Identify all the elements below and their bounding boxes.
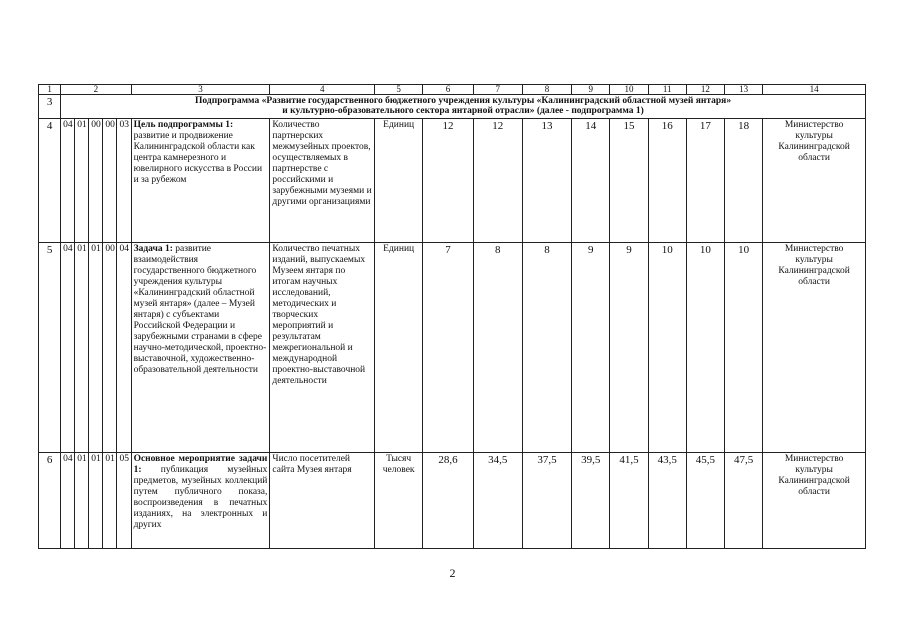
header-cell: 1 — [39, 85, 61, 95]
code-cell: 01 — [89, 243, 103, 453]
code-cell: 01 — [75, 243, 89, 453]
unit-cell: Тысяч человек — [375, 453, 423, 549]
value-cell: 8 — [522, 243, 571, 453]
value-cell: 39,5 — [572, 453, 610, 549]
activity-text: публикация музейных предметов, музейных коллекций путем публичного показа, воспроизведения в печатных изданиях, на электронных и других — [133, 465, 268, 530]
code-cell: 01 — [75, 119, 89, 243]
header-cell: 12 — [686, 85, 724, 95]
table-row — [39, 243, 866, 453]
table-row — [39, 119, 866, 243]
code-cell: 00 — [103, 119, 117, 243]
row-number: 5 — [39, 243, 61, 453]
code-cell: 04 — [61, 119, 75, 243]
subprogram-title-line2: и культурно-образовательного сектора янтарной отрасли» (далее - подпрограмма 1) — [282, 106, 644, 116]
code-cell: 03 — [117, 119, 131, 243]
row-number: 3 — [39, 95, 61, 119]
header-cell: 10 — [610, 85, 648, 95]
value-cell: 12 — [423, 119, 473, 243]
goal-name-cell — [131, 119, 270, 243]
value-cell: 45,5 — [686, 453, 724, 549]
column-number-row — [39, 85, 866, 95]
header-cell: 14 — [763, 85, 866, 95]
code-cell: 05 — [117, 453, 131, 549]
value-cell: 43,5 — [648, 453, 686, 549]
value-cell: 9 — [572, 243, 610, 453]
header-cell: 5 — [375, 85, 423, 95]
header-cell: 2 — [61, 85, 131, 95]
value-cell: 28,6 — [423, 453, 473, 549]
code-cell: 04 — [117, 243, 131, 453]
value-cell: 13 — [522, 119, 571, 243]
header-cell: 11 — [648, 85, 686, 95]
value-cell: 41,5 — [610, 453, 648, 549]
header-cell: 13 — [725, 85, 763, 95]
row-number: 4 — [39, 119, 61, 243]
table-row — [39, 453, 866, 549]
value-cell: 18 — [725, 119, 763, 243]
value-cell: 10 — [725, 243, 763, 453]
goal-text: развитие и продвижение Калининградской области как центра камнерезного и ювелирного искусства в России и за рубежом — [133, 131, 263, 185]
code-cell: 01 — [89, 453, 103, 549]
task-label: Задача 1: — [133, 244, 173, 254]
executor-cell: Министерство культуры Калининградской области — [763, 453, 866, 549]
value-cell: 9 — [610, 243, 648, 453]
value-cell: 37,5 — [522, 453, 571, 549]
value-cell: 17 — [686, 119, 724, 243]
value-cell: 10 — [686, 243, 724, 453]
code-cell: 04 — [61, 453, 75, 549]
page-number: 2 — [449, 566, 456, 580]
unit-cell: Единиц — [375, 243, 423, 453]
value-cell: 34,5 — [473, 453, 522, 549]
indicator-cell: Количество партнерских межмузейных проектов, осуществляемых в партнерстве с российскими и зарубежными музеями и другими организациями — [270, 119, 375, 243]
header-cell: 8 — [522, 85, 571, 95]
value-cell: 16 — [648, 119, 686, 243]
code-cell: 00 — [89, 119, 103, 243]
indicator-cell: Число посетителей сайта Музея янтаря — [270, 453, 375, 549]
code-cell: 04 — [61, 243, 75, 453]
value-cell: 14 — [572, 119, 610, 243]
value-cell: 12 — [473, 119, 522, 243]
activity-label: Основное мероприятие задачи 1: — [133, 454, 268, 475]
task-text: развитие взаимодействия государственного бюджетного учреждения культуры «Калининградский областной музей янтаря» (далее – Музей янтаря) с субъектами Российской Федерации и зарубежными странами в сфере научно-методической, проектно-выставочной, художественно-образовательной деятельности — [133, 244, 267, 375]
subprogram-title-line1: Подпрограмма «Развитие государственного бюджетного учреждения культуры «Калининградский областной музей янтаря» — [195, 96, 732, 106]
goal-label: Цель подпрограммы 1: — [133, 120, 234, 130]
unit-cell: Единиц — [375, 119, 423, 243]
header-cell: 9 — [572, 85, 610, 95]
indicators-table — [38, 84, 866, 549]
value-cell: 8 — [473, 243, 522, 453]
header-cell: 7 — [473, 85, 522, 95]
code-cell: 01 — [75, 453, 89, 549]
executor-cell: Министерство культуры Калининградской области — [763, 243, 866, 453]
activity-name-cell — [131, 453, 270, 549]
value-cell: 15 — [610, 119, 648, 243]
value-cell: 47,5 — [725, 453, 763, 549]
header-cell: 6 — [423, 85, 473, 95]
executor-cell: Министерство культуры Калининградской области — [763, 119, 866, 243]
task-name-cell — [131, 243, 270, 453]
value-cell: 10 — [648, 243, 686, 453]
indicator-cell: Количество печатных изданий, выпускаемых Музеем янтаря по итогам научных исследований, методических и творческих мероприятий и результатам межрегиональной и международной проектно-выставочной деятельности — [270, 243, 375, 453]
header-cell: 4 — [270, 85, 375, 95]
subprogram-title — [61, 95, 866, 119]
code-cell: 00 — [103, 243, 117, 453]
header-cell: 3 — [131, 85, 270, 95]
subprogram-row — [39, 95, 866, 119]
value-cell: 7 — [423, 243, 473, 453]
code-cell: 01 — [103, 453, 117, 549]
row-number: 6 — [39, 453, 61, 549]
